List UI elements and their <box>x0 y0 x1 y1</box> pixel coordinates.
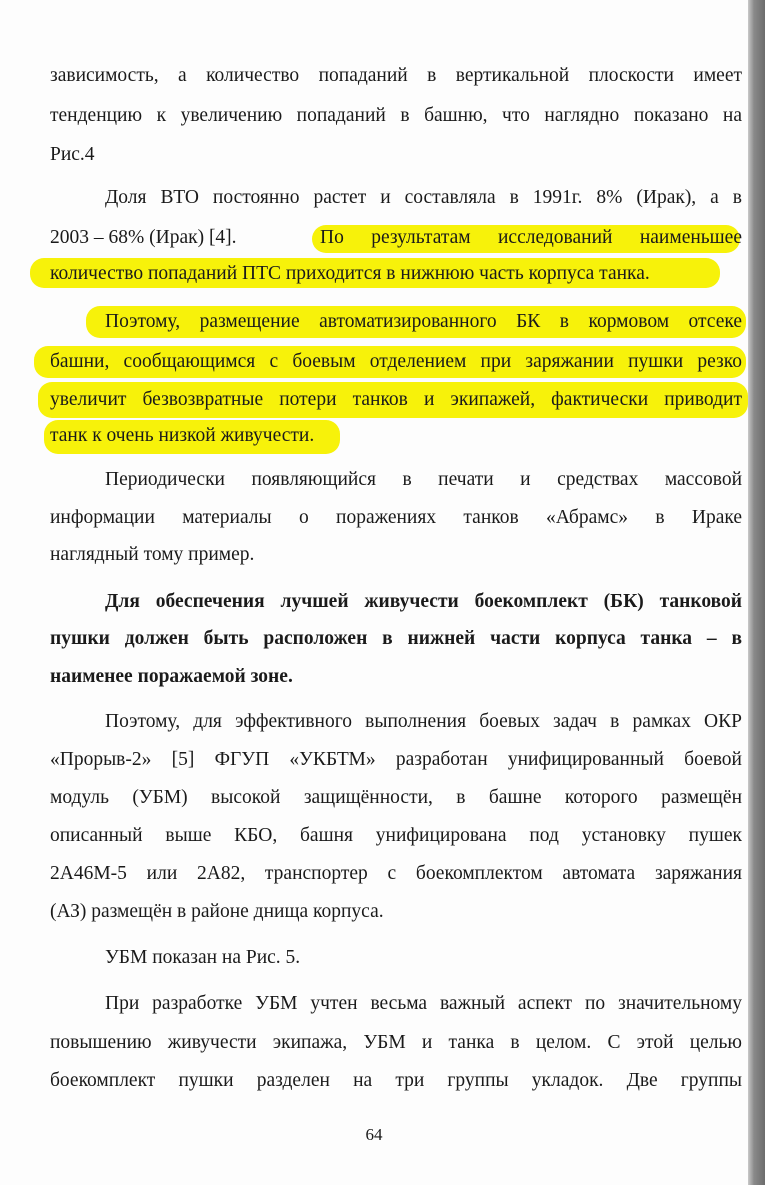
text-line: (АЗ) размещён в районе днища корпуса. <box>50 901 384 922</box>
text-line: тенденцию к увеличению попаданий в башню, что наглядно показано на <box>50 105 742 126</box>
text-line: 2003 – 68% (Ирак) [4]. <box>50 227 237 248</box>
text-line: наглядный тому пример. <box>50 544 255 565</box>
highlighted-text-line: увеличит безвозвратные потери танков и экипажей, фактически приводит <box>50 389 742 410</box>
bold-text-line: наименее поражаемой зоне. <box>50 666 293 687</box>
highlighted-text-line: количество попаданий ПТС приходится в нижнюю часть корпуса танка. <box>50 263 650 284</box>
text-line: «Прорыв-2» [5] ФГУП «УКБТМ» разработан унифицированный боевой <box>50 749 742 770</box>
text-line: Доля ВТО постоянно растет и составляла в 1991г. 8% (Ирак), а в <box>105 187 742 208</box>
highlighted-text-line: Поэтому, размещение автоматизированного БК в кормовом отсеке <box>105 311 742 332</box>
scan-edge-shadow <box>748 0 765 1185</box>
text-line: зависимость, а количество попаданий в вертикальной плоскости имеет <box>50 65 742 86</box>
highlighted-text-line: башни, сообщающимся с боевым отделением при заряжании пушки резко <box>50 351 742 372</box>
highlighted-text-line: По результатам исследований наименьшее <box>320 227 742 248</box>
bold-text-line: пушки должен быть расположен в нижней части корпуса танка – в <box>50 628 742 649</box>
text-line: При разработке УБМ учтен весьма важный аспект по значительному <box>105 993 742 1014</box>
bold-text-line: Для обеспечения лучшей живучести боекомплект (БК) танковой <box>105 591 742 612</box>
text-line: повышению живучести экипажа, УБМ и танка в целом. С этой целью <box>50 1032 742 1053</box>
text-line: 2А46М-5 или 2А82, транспортер с боекомплектом автомата заряжания <box>50 863 742 884</box>
page-number: 64 <box>365 1125 383 1144</box>
text-line: описанный выше КБО, башня унифицирована под установку пушек <box>50 825 742 846</box>
text-line: информации материалы о поражениях танков «Абрамс» в Ираке <box>50 507 742 528</box>
text-line: боекомплект пушки разделен на три группы укладок. Две группы <box>50 1070 742 1091</box>
text-line: УБМ показан на Рис. 5. <box>105 947 301 968</box>
text-line: Поэтому, для эффективного выполнения боевых задач в рамках ОКР <box>105 711 742 732</box>
text-line: Периодически появляющийся в печати и средствах массовой <box>105 469 742 490</box>
text-line: модуль (УБМ) высокой защищённости, в башне которого размещён <box>50 787 742 808</box>
text-line: Рис.4 <box>50 144 95 165</box>
highlighted-text-line: танк к очень низкой живучести. <box>50 425 315 446</box>
